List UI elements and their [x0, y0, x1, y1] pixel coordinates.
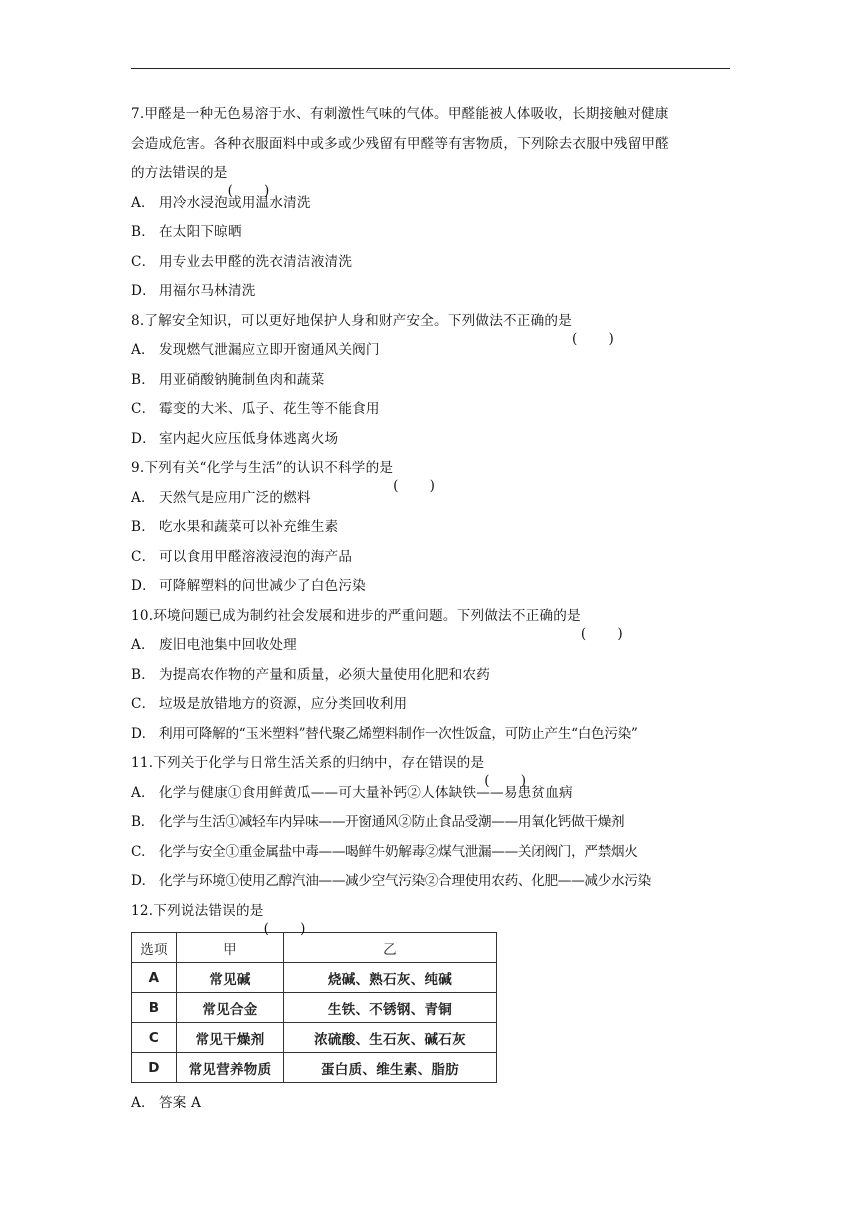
option-text: 化学与安全①重金属盐中毒——喝鲜牛奶解毒②煤气泄漏——关闭阀门，严禁烟火 — [159, 843, 638, 860]
table-cell: 常见干燥剂 — [177, 1023, 284, 1053]
question-8-text: 8.了解安全知识，可以更好地保护人身和财产安全。下列做法不正确的是 — [131, 312, 572, 329]
question-7-line-2: 会造成危害。各种衣服面料中或多或少残留有甲醛等有害物质，下列除去衣服中残留甲醛 — [131, 135, 669, 152]
option-letter: D． — [131, 430, 156, 447]
option-text: 用冷水浸泡或用温水清洗 — [159, 194, 311, 211]
option-c — [131, 248, 733, 278]
question-10 — [131, 602, 733, 750]
question-10-text: 10.环境问题已成为制约社会发展和进步的严重问题。下列做法不正确的是 — [131, 607, 581, 624]
table-cell: A — [132, 963, 177, 993]
option-text: 室内起火应压低身体逃离火场 — [159, 430, 339, 447]
table-cell: D — [132, 1053, 177, 1083]
option-text: 可降解塑料的问世减少了白色污染 — [159, 578, 366, 594]
table-cell: 常见营养物质 — [177, 1053, 284, 1083]
option-letter: B． — [131, 371, 155, 388]
question-8-stem — [131, 307, 733, 337]
option-d — [131, 867, 733, 897]
option-text: 用亚硝酸钠腌制鱼肉和蔬菜 — [159, 371, 325, 388]
option-text: 发现燃气泄漏应立即开窗通风关阀门 — [159, 342, 380, 358]
option-letter: B． — [131, 666, 155, 683]
option-text: 为提高农作物的产量和质量，必须大量使用化肥和农药 — [159, 666, 491, 683]
question-7-stem-end: 的方法错误的是 — [131, 165, 228, 181]
option-text: 可以食用甲醛溶液浸泡的海产品 — [159, 548, 353, 565]
question-7-line-3 — [131, 159, 733, 189]
table-cell: 浓硫酸、生石灰、碱石灰 — [284, 1023, 497, 1053]
table-cell: C — [132, 1023, 177, 1053]
table-row — [132, 963, 497, 993]
table-row — [132, 993, 497, 1023]
option-letter: C． — [131, 401, 156, 417]
option-letter: A． — [131, 1095, 155, 1111]
question-9 — [131, 454, 733, 602]
table-header-cell: 选项 — [132, 933, 177, 963]
option-letter: C． — [131, 253, 156, 270]
question-11-text: 11.下列关于化学与日常生活关系的归纳中，存在错误的是 — [131, 755, 485, 771]
table-cell: 常见合金 — [177, 993, 284, 1023]
option-b — [131, 808, 733, 838]
option-text: 吃水果和蔬菜可以补充维生素 — [159, 519, 339, 535]
option-c — [131, 690, 733, 720]
option-letter: C． — [131, 696, 156, 712]
option-a — [131, 336, 733, 366]
question-9-stem — [131, 454, 733, 484]
question-11-stem — [131, 749, 733, 779]
option-a — [131, 631, 733, 661]
option-letter: B． — [131, 224, 155, 240]
option-text: 利用可降解的“玉米塑料”替代聚乙烯塑料制作一次性饭盒，可防止产生“白色污染” — [159, 725, 638, 742]
options-table — [131, 932, 497, 1083]
exam-content — [131, 100, 733, 1119]
option-letter: D． — [131, 873, 155, 889]
option-text: 霉变的大米、瓜子、花生等不能食用 — [159, 401, 380, 417]
question-12-stem — [131, 897, 733, 927]
question-10-stem — [131, 602, 733, 632]
question-7-line-1: 7.甲醛是一种无色易溶于水、有刺激性气味的气体。甲醛能被人体吸收，长期接触对健康 — [131, 106, 669, 122]
header-rule — [131, 68, 730, 69]
option-letter: D． — [131, 283, 156, 299]
option-text: 在太阳下晾晒 — [159, 224, 242, 240]
option-letter: A． — [131, 194, 155, 211]
table-row — [132, 1023, 497, 1053]
option-c — [131, 395, 733, 425]
answer-text: 答案 A — [159, 1095, 202, 1111]
table-cell: 生铁、不锈钢、青铜 — [284, 993, 497, 1023]
question-7 — [131, 100, 733, 307]
option-text: 垃圾是放错地方的资源，应分类回收利用 — [159, 696, 408, 712]
question-9-text: 9.下列有关“化学与生活”的认识不科学的是 — [131, 460, 394, 476]
option-letter: A． — [131, 342, 155, 358]
option-letter: B． — [131, 814, 154, 830]
option-text: 化学与生活①减轻车内异味——开窗通风②防止食品受潮——用氧化钙做干燥剂 — [159, 814, 625, 830]
question-8 — [131, 307, 733, 455]
option-b — [131, 513, 733, 543]
answer-line — [131, 1089, 733, 1119]
option-b — [131, 661, 733, 691]
option-c — [131, 543, 733, 573]
option-d — [131, 425, 733, 455]
option-c — [131, 838, 733, 868]
table-cell: B — [132, 993, 177, 1023]
option-text: 废旧电池集中回收处理 — [159, 637, 297, 653]
option-d — [131, 720, 733, 750]
table-header-row — [132, 933, 497, 963]
question-12 — [131, 897, 733, 1119]
option-d — [131, 277, 733, 307]
option-letter: D． — [131, 578, 156, 594]
option-letter: B． — [131, 519, 155, 535]
option-text: 天然气是应用广泛的燃料 — [159, 489, 311, 506]
option-b — [131, 366, 733, 396]
table-header-cell: 乙 — [284, 933, 497, 963]
table-header-cell: 甲 — [177, 933, 284, 963]
option-letter: C． — [131, 548, 156, 565]
option-letter: A． — [131, 784, 155, 801]
question-12-text: 12.下列说法错误的是 — [131, 902, 264, 919]
option-text: 用专业去甲醛的洗衣清洁液清洗 — [159, 253, 353, 270]
question-11 — [131, 749, 733, 897]
option-a — [131, 779, 733, 809]
table-row — [132, 1053, 497, 1083]
option-d — [131, 572, 733, 602]
option-letter: D． — [131, 725, 155, 742]
option-a — [131, 189, 733, 219]
table-cell: 烧碱、熟石灰、纯碱 — [284, 963, 497, 993]
option-text: 化学与健康①食用鲜黄瓜——可大量补钙②人体缺铁——易患贫血病 — [159, 784, 573, 801]
option-text: 用福尔马林清洗 — [159, 283, 256, 299]
table-cell: 常见碱 — [177, 963, 284, 993]
option-letter: A． — [131, 637, 155, 653]
table-cell: 蛋白质、维生素、脂肪 — [284, 1053, 497, 1083]
option-letter: C． — [131, 843, 155, 860]
option-letter: A． — [131, 489, 155, 506]
option-text: 化学与环境①使用乙醇汽油——减少空气污染②合理使用农药、化肥——减少水污染 — [159, 873, 651, 889]
option-b — [131, 218, 733, 248]
